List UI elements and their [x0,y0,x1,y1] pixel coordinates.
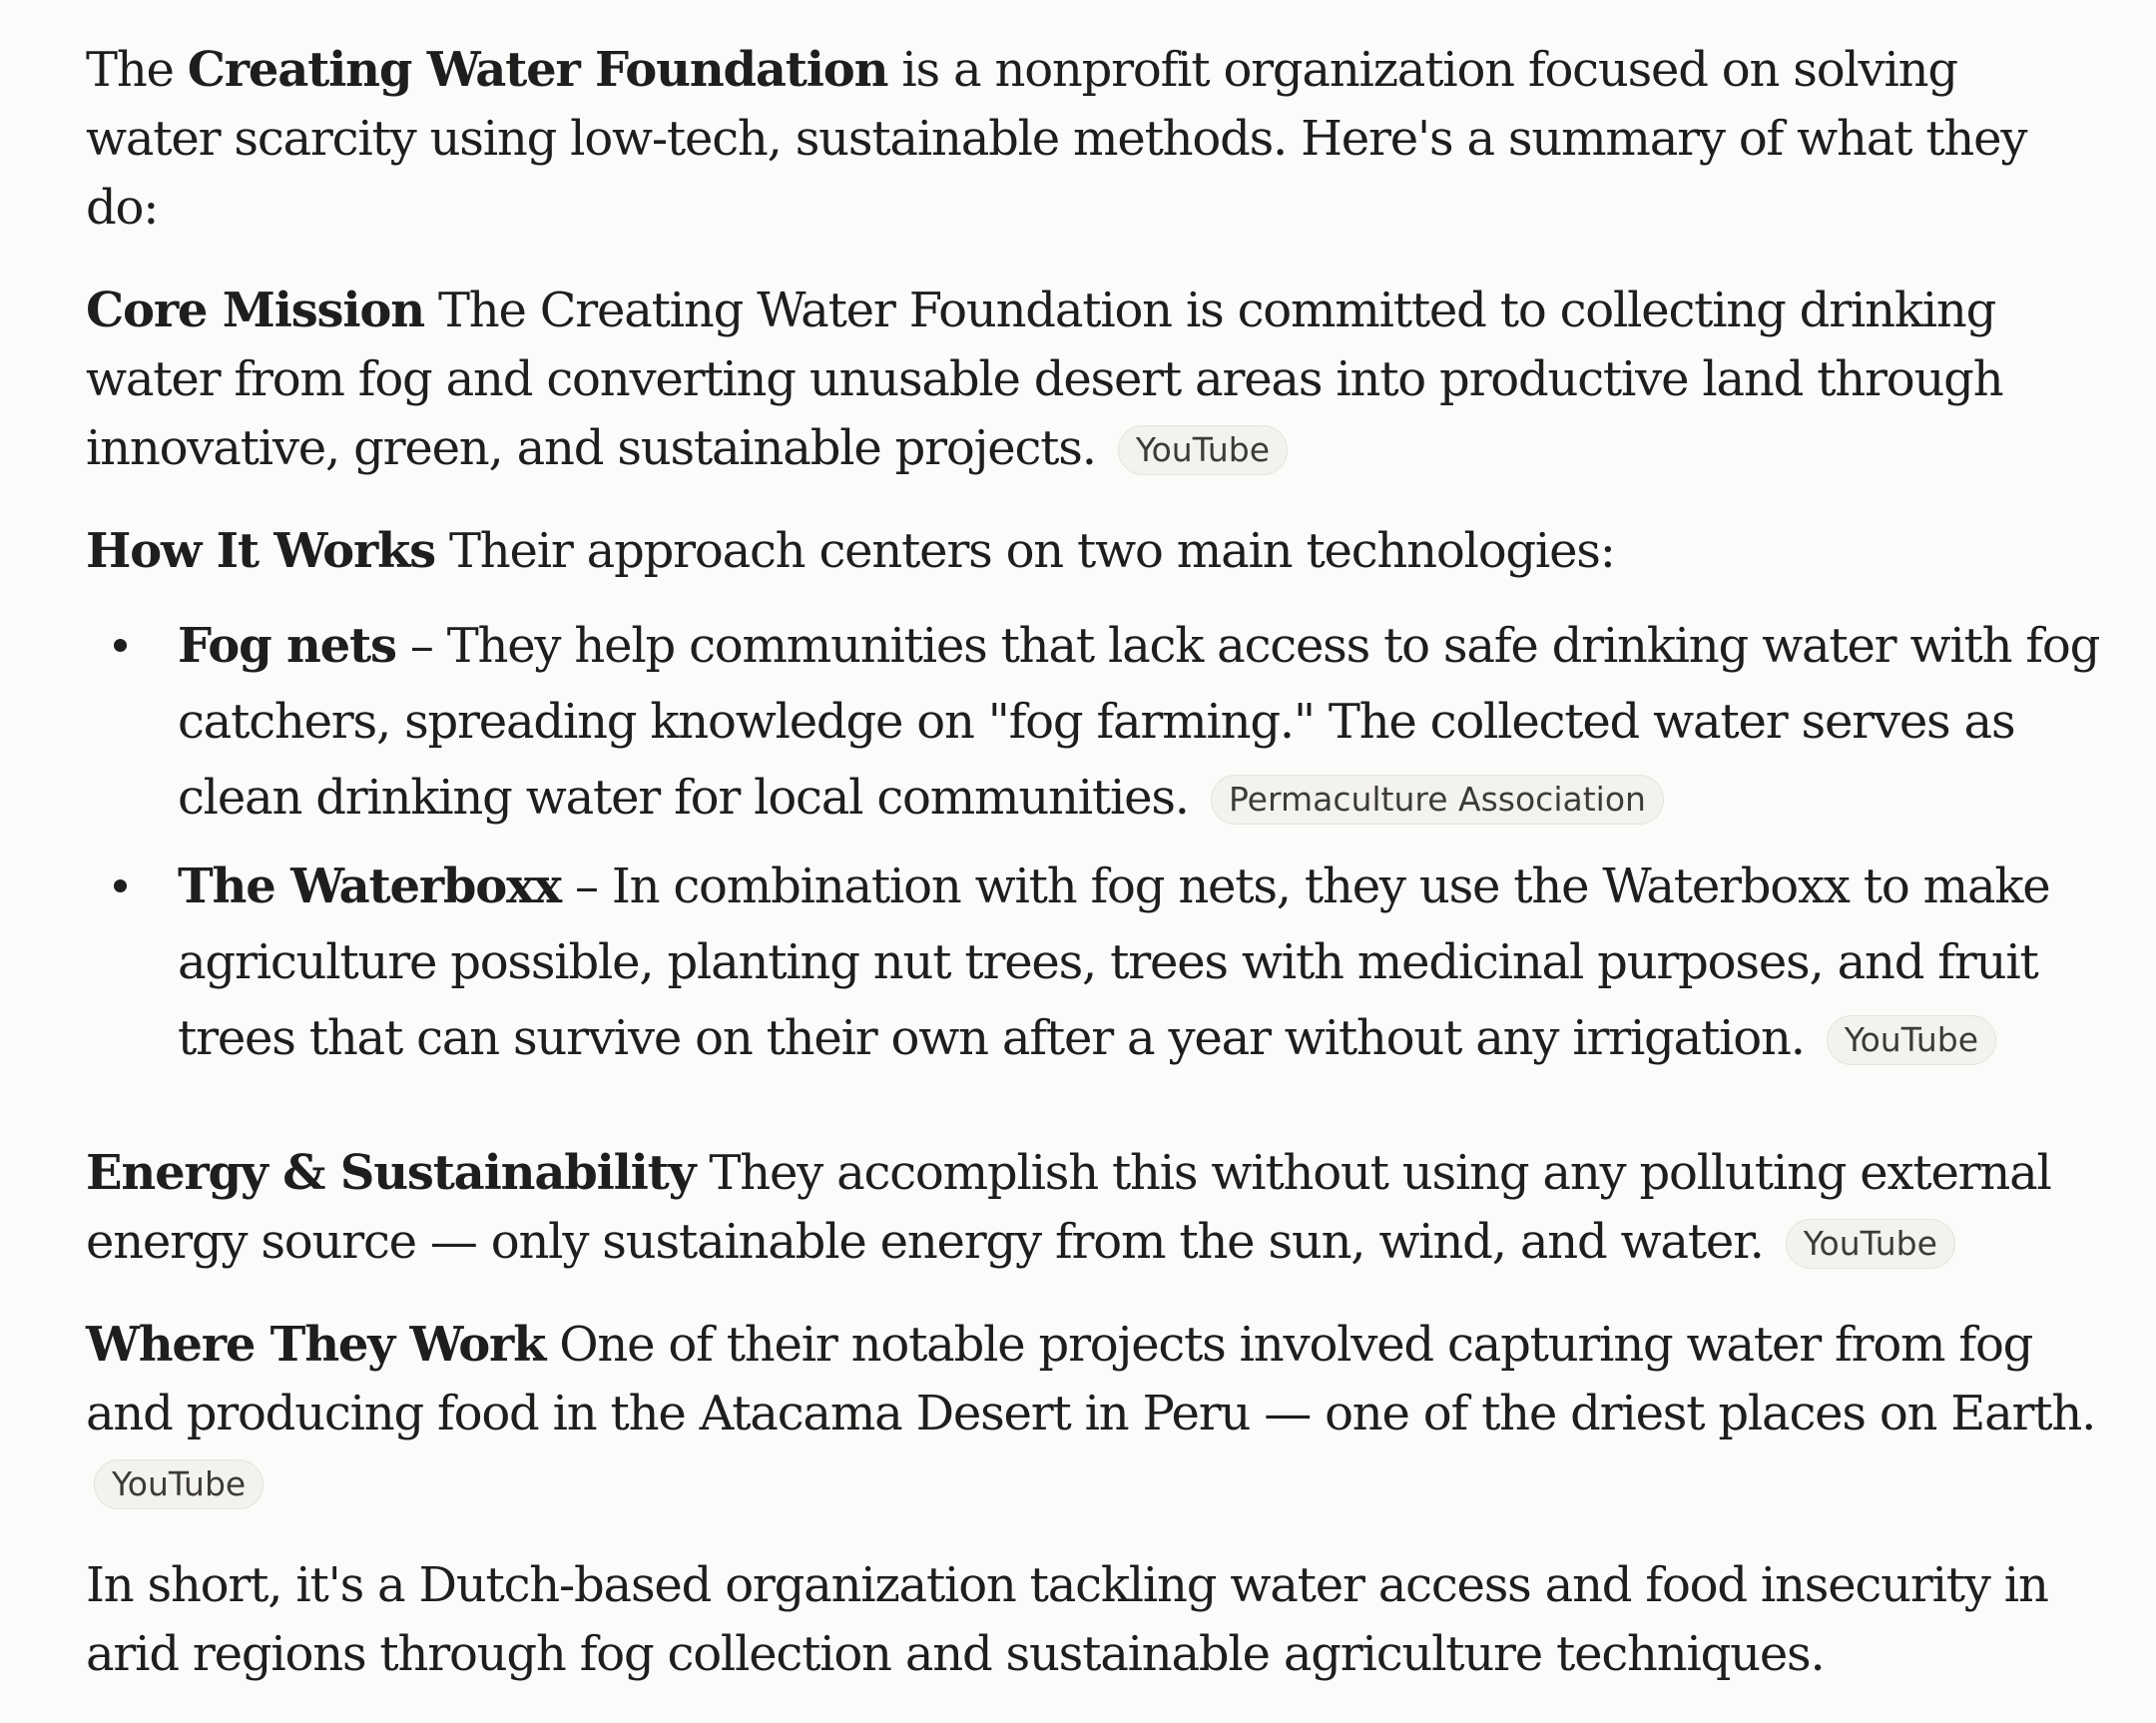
list-item-fog-nets [178,608,2102,836]
where-heading: Where They Work [86,1317,546,1373]
intro-text-post: is a nonprofit organization focused on solving water scarcity using low-tech, sustainable methods. Here's a summary of what they do: [86,42,2027,236]
source-citation-chip[interactable]: YouTube [1827,1015,1996,1065]
core-mission-paragraph [86,277,2102,483]
source-citation-chip[interactable]: Permaculture Association [1211,775,1664,825]
how-it-works-heading: How It Works [86,523,435,579]
bullet-icon [114,639,127,652]
bullet-icon [114,879,127,892]
how-it-works-text: Their approach centers on two main technologies: [434,523,1615,579]
core-mission-text: The Creating Water Foundation is committed to collecting drinking water from fog and converting unusable desert areas into productive land through innovative, green, and sustainable projects. [86,283,2003,476]
assistant-response [86,36,2102,1723]
source-citation-chip[interactable]: YouTube [1118,425,1288,475]
source-citation-chip[interactable]: YouTube [94,1459,264,1509]
list-item-title: The Waterboxx [178,859,561,914]
foundation-name: Creating Water Foundation [187,42,888,98]
summary-text: In short, it's a Dutch-based organization tackling water access and food insecurity in arid regions through fog collection and sustainable agriculture techniques. [86,1557,2048,1682]
intro-paragraph [86,36,2102,243]
where-text: One of their notable projects involved capturing water from fog and producing food in the Atacama Desert in Peru — one of the driest places on Earth. [86,1317,2096,1441]
how-it-works-paragraph [86,517,2102,586]
list-item-text: – In combination with fog nets, they use the Waterboxx to make agriculture possible, planting nut trees, trees with medicinal purposes, and fruit trees that can survive on their own after a year without any irrigation. [178,859,2050,1066]
energy-paragraph [86,1139,2102,1277]
intro-text-pre: The [86,42,188,98]
where-paragraph [86,1311,2102,1517]
list-item-title: Fog nets [178,618,396,674]
technology-list [86,608,2102,1076]
energy-text: They accomplish this without using any polluting external energy source — only sustainable energy from the sun, wind, and water. [86,1145,2051,1270]
core-mission-heading: Core Mission [86,283,424,338]
source-citation-chip[interactable]: YouTube [1786,1219,1955,1269]
energy-heading: Energy & Sustainability [86,1145,696,1201]
summary-paragraph [86,1551,2102,1689]
list-item-text: – They help communities that lack access to safe drinking water with fog catchers, spreading knowledge on "fog farming." The collected water serves as clean drinking water for local communities. [178,618,2100,826]
list-item-waterboxx [178,849,2102,1076]
